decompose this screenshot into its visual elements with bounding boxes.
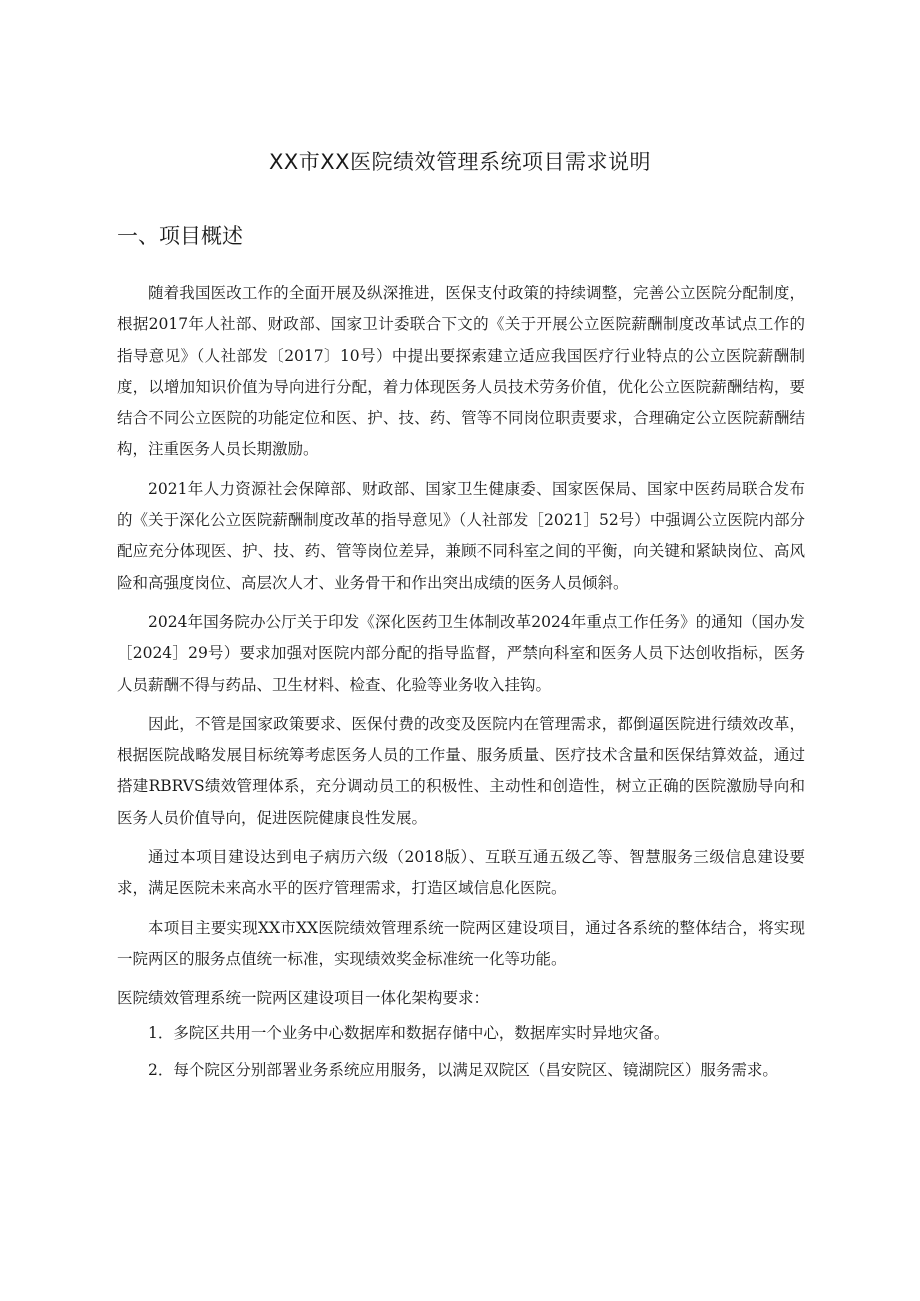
section-heading: 一、项目概述 (117, 224, 243, 248)
paragraph: 2024年国务院办公厅关于印发《深化医药卫生体制改革2024年重点工作任务》的通知（国办发［2024］29号）要求加强对医院内部分配的指导监督，严禁向科室和医务人员下达创收指标，医务人员薪酬不得与药品、卫生材料、检查、化验等业务收入挂钩。 (117, 612, 805, 694)
architecture-intro: 医院绩效管理系统一院两区建设项目一体化架构要求： (117, 989, 490, 1008)
requirement-item: 1．多院区共用一个业务中心数据库和数据存储中心，数据库实时异地灾备。 (148, 1023, 670, 1042)
paragraph: 本项目主要实现XX市XX医院绩效管理系统一院两区建设项目，通过各系统的整体结合，将实现一院两区的服务点值统一标准，实现绩效奖金标准统一化等功能。 (117, 918, 805, 968)
requirement-item: 2．每个院区分别部署业务系统应用服务，以满足双院区（昌安院区、镜湖院区）服务需求。 (148, 1060, 778, 1079)
document-body (117, 278, 805, 1092)
document-title: XX市XX医院绩效管理系统项目需求说明 (268, 150, 652, 174)
paragraph: 通过本项目建设达到电子病历六级（2018版）、互联互通五级乙等、智慧服务三级信息建设要求，满足医院未来高水平的医疗管理需求，打造区域信息化医院。 (117, 848, 805, 898)
paragraph: 随着我国医改工作的全面开展及纵深推进，医保支付政策的持续调整，完善公立医院分配制度，根据2017年人社部、财政部、国家卫计委联合下文的《关于开展公立医院薪酬制度改革试点工作的指导意见》（人社部发〔2017〕10号）中提出要探索建立适应我国医疗行业特点的公立医院薪酬制度，以增加知识价值为导向进行分配，着力体现医务人员技术劳务价值，优化公立医院薪酬结构，要结合不同公立医院的功能定位和医、护、技、药、管等不同岗位职责要求，合理确定公立医院薪酬结构，注重医务人员长期激励。 (117, 284, 805, 459)
paragraph: 因此，不管是国家政策要求、医保付费的改变及医院内在管理需求，都倒逼医院进行绩效改革，根据医院战略发展目标统筹考虑医务人员的工作量、服务质量、医疗技术含量和医保结算效益，通过搭建RBRVS绩效管理体系，充分调动员工的积极性、主动性和创造性，树立正确的医院激励导向和医务人员价值导向，促进医院健康良性发展。 (117, 714, 805, 827)
paragraph: 2021年人力资源社会保障部、财政部、国家卫生健康委、国家医保局、国家中医药局联合发布的《关于深化公立医院薪酬制度改革的指导意见》（人社部发［2021］52号）中强调公立医院内部分配应充分体现医、护、技、药、管等岗位差异，兼顾不同科室之间的平衡，向关键和紧缺岗位、高风险和高强度岗位、高层次人才、业务骨干和作出突出成绩的医务人员倾斜。 (117, 479, 805, 592)
